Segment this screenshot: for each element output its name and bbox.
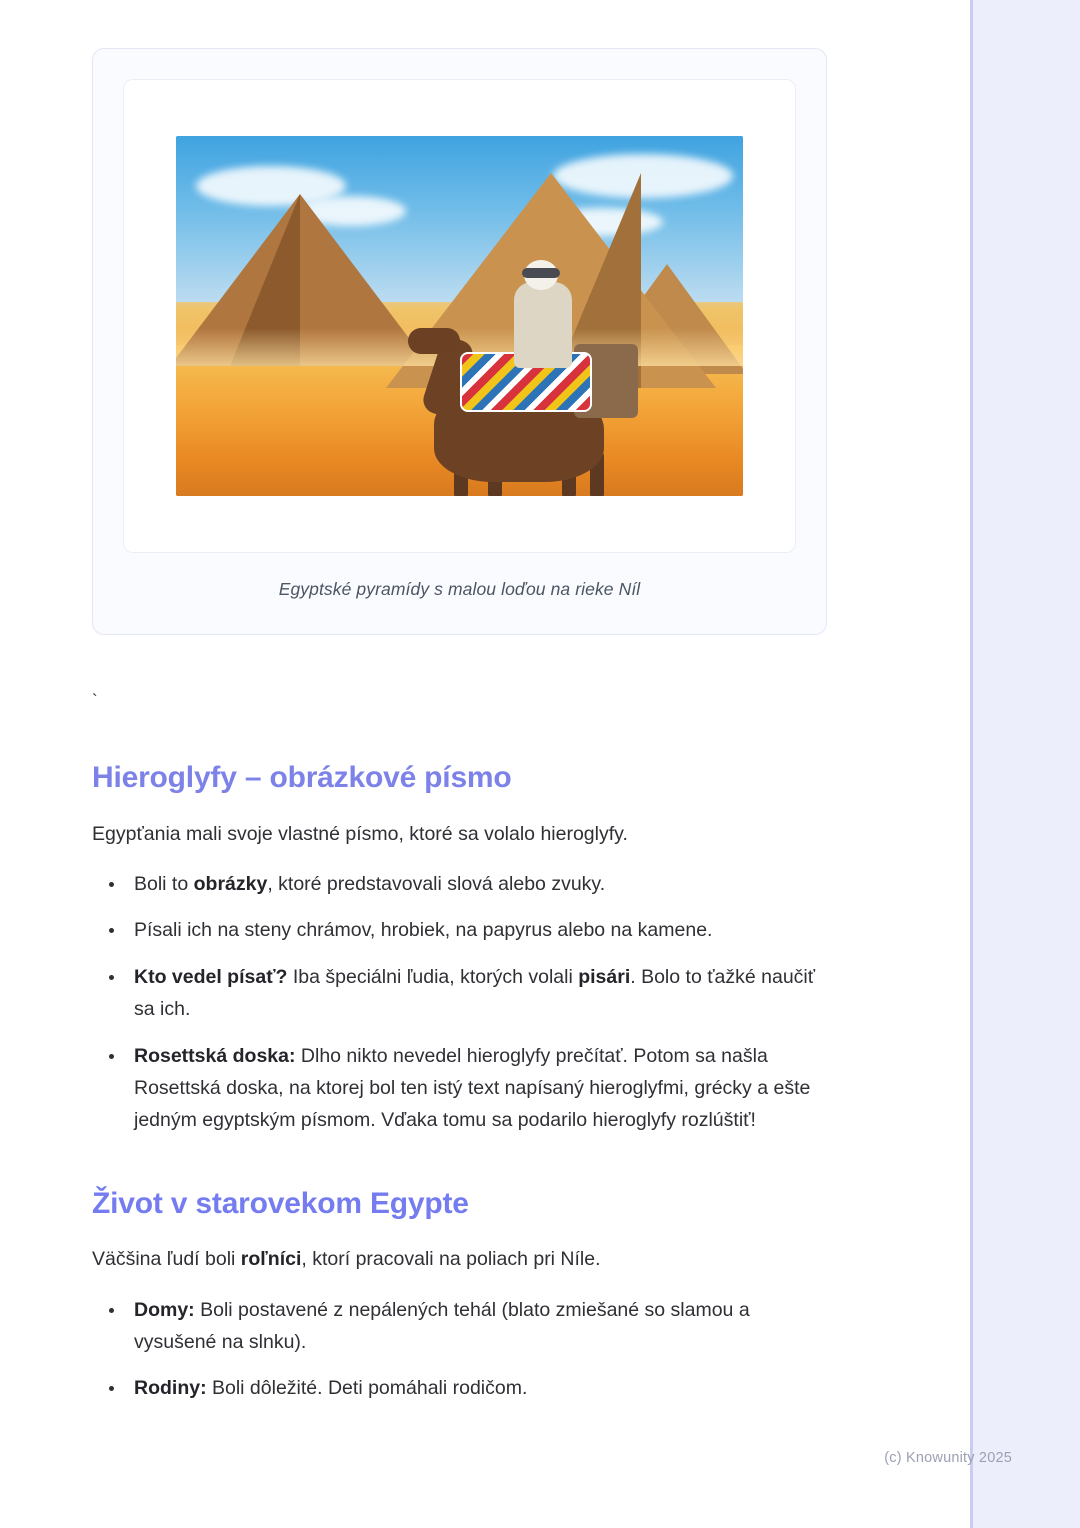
- list-item: [126, 1372, 832, 1404]
- figure-image-frame: [123, 79, 796, 553]
- bullet-list-zivot: [92, 1294, 832, 1405]
- list-item: [126, 914, 832, 946]
- list-item-emphasis: obrázky: [193, 873, 268, 896]
- list-item-text-after: Boli dôležité. Deti pomáhali rodičom.: [206, 1377, 528, 1400]
- list-item-text-after: Boli postavené z nepálených tehál (blato zmiešané so slamou a vysušené na slnku).: [134, 1298, 750, 1354]
- section-intro-zivot: [92, 1244, 852, 1276]
- list-item-lead: Rosettská doska:: [134, 1044, 296, 1067]
- rider-headband: [522, 268, 560, 278]
- list-item-lead: Domy:: [134, 1298, 195, 1321]
- bullet-list-hieroglyfy: [92, 868, 832, 1137]
- section-heading-hieroglyfy: Hieroglyfy – obrázkové písmo: [92, 761, 512, 794]
- list-item-text-before: Boli to: [134, 873, 194, 896]
- copyright-note: (c) Knowunity 2025: [884, 1450, 1012, 1466]
- stray-backtick: `: [92, 691, 99, 710]
- section-intro-hieroglyfy: Egypťania mali svoje vlastné písmo, ktoré sa volalo hieroglyfy.: [92, 822, 628, 845]
- intro-emphasis: roľníci: [240, 1248, 302, 1271]
- document-content: [0, 48, 1080, 1405]
- rider-body: [514, 282, 572, 368]
- intro-text-before: Väčšina ľudí boli: [92, 1248, 241, 1271]
- intro-text-after: , ktorí pracovali na poliach pri Níle.: [301, 1248, 601, 1271]
- pyramids-camel-rider-photo: [176, 136, 743, 496]
- camel-head: [408, 328, 460, 354]
- list-item-text-after: Dlho nikto nevedel hieroglyfy prečítať. Potom sa našla Rosettská doska, na ktorej bol ten istý text napísaný hieroglyfmi, grécky a ešte jedným egyptským písmom. Vďaka tomu sa podarilo hieroglyfy rozlúštiť!: [134, 1044, 811, 1132]
- list-item-emphasis: pisári: [578, 965, 631, 988]
- list-item-text-tail: . Bolo to ťažké naučiť sa ich.: [134, 965, 816, 1021]
- figure-card: [92, 48, 827, 635]
- list-item-text-after: Iba špeciálni ľudia, ktorých volali: [287, 965, 579, 988]
- section-heading-zivot: Život v starovekom Egypte: [92, 1186, 469, 1220]
- list-item-text-after: , ktoré predstavovali slová alebo zvuky.: [267, 873, 606, 896]
- list-item: [126, 1294, 832, 1359]
- figure-caption: Egyptské pyramídy s malou loďou na rieke Níl: [278, 579, 641, 599]
- list-item-lead: Rodiny:: [134, 1377, 207, 1400]
- list-item-lead: Kto vedel písať?: [134, 965, 288, 988]
- list-item: [126, 1040, 832, 1137]
- list-item: [126, 868, 832, 900]
- list-item-text: Písali ich na steny chrámov, hrobiek, na papyrus alebo na kamene.: [134, 919, 713, 942]
- list-item: [126, 961, 832, 1026]
